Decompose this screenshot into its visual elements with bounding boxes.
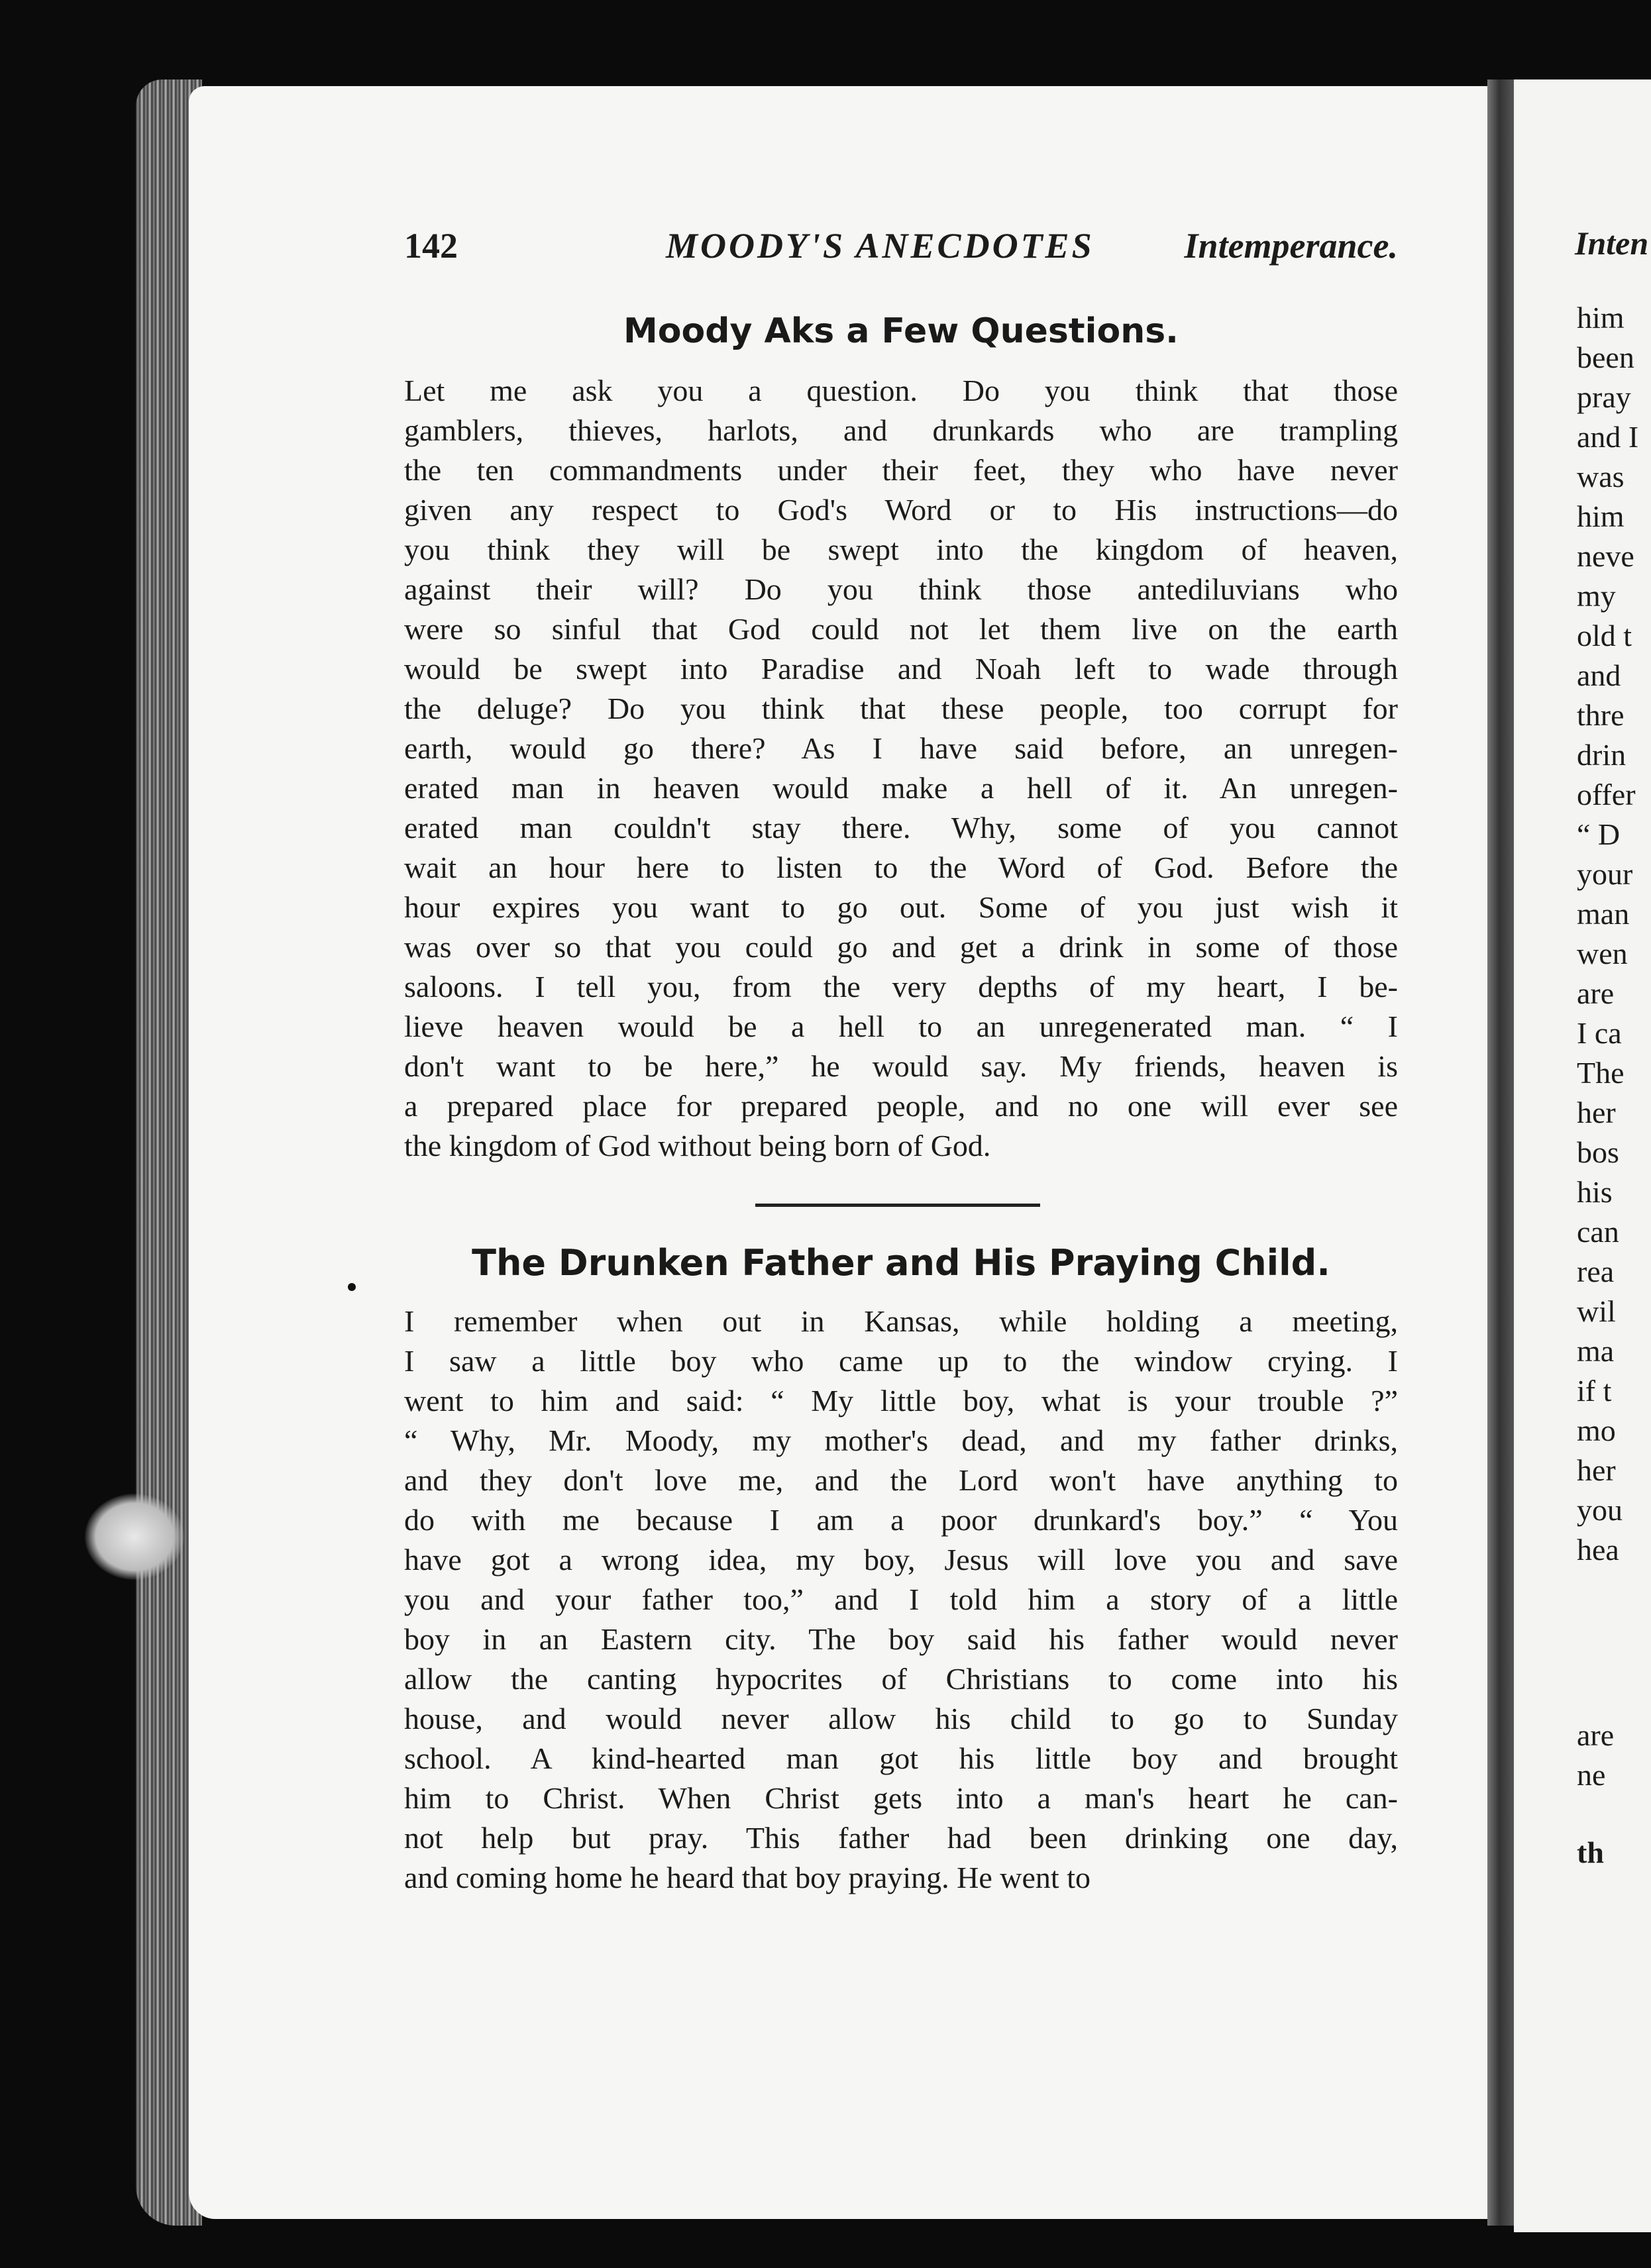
right-page-line-fragment: my — [1577, 579, 1616, 613]
right-page-line-fragment: thre — [1577, 698, 1624, 732]
right-page-line-fragment: and — [1577, 658, 1621, 692]
text-line: wait an hour here to listen to the Word of God. Before the — [404, 850, 1398, 884]
section-heading-drunken-father: The Drunken Father and His Praying Child. — [472, 1242, 1330, 1284]
right-page-text-fragments — [1577, 298, 1638, 1570]
right-page-line-fragment: been — [1577, 340, 1634, 374]
right-page — [1514, 79, 1651, 2232]
right-page-line-fragment: hea — [1577, 1533, 1619, 1567]
right-page-line-fragment: and I — [1577, 420, 1639, 454]
text-line: the ten commandments under their feet, they who have never — [404, 453, 1398, 487]
right-page-line-fragment: are — [1577, 1718, 1615, 1752]
right-page-line-fragment: man — [1577, 897, 1630, 931]
paper-smudge — [85, 1494, 184, 1580]
right-page-line-fragment: if t — [1577, 1374, 1612, 1408]
right-page-line-fragment: “ D — [1577, 817, 1621, 851]
text-line: allow the canting hypocrites of Christians to come into his — [404, 1662, 1398, 1696]
text-line: you and your father too,” and I told him a story of a little — [404, 1582, 1398, 1616]
text-line: and coming home he heard that boy praying. He went to — [404, 1861, 1091, 1894]
right-page-line-fragment: drin — [1577, 738, 1626, 772]
text-line: a prepared place for prepared people, and no one will ever see — [404, 1089, 1398, 1123]
text-line: the deluge? Do you think that these people, too corrupt for — [404, 692, 1398, 725]
right-page-line-fragment: wen — [1577, 937, 1628, 970]
right-page-line-fragment: The — [1577, 1056, 1624, 1090]
right-page-running-head: Inten — [1575, 225, 1649, 262]
right-page-line-fragment: offer — [1577, 778, 1636, 811]
text-line: Let me ask you a question. Do you think that those — [404, 374, 1398, 407]
text-line: school. A kind-hearted man got his little boy and brought — [404, 1741, 1398, 1775]
right-page-line-fragment: ne — [1577, 1758, 1606, 1792]
page-number: 142 — [404, 226, 458, 266]
text-line: the kingdom of God without being born of God. — [404, 1129, 991, 1162]
text-line: was over so that you could go and get a drink in some of those — [404, 930, 1398, 964]
text-line: boy in an Eastern city. The boy said his father would never — [404, 1622, 1398, 1656]
right-page-line-fragment: her — [1577, 1453, 1616, 1487]
right-page-line-fragment: her — [1577, 1096, 1616, 1129]
right-page-line-fragment: your — [1577, 857, 1633, 891]
text-line: him to Christ. When Christ gets into a man's heart he can- — [404, 1781, 1398, 1815]
text-line: lieve heaven would be a hell to an unregenerated man. “ I — [404, 1009, 1398, 1043]
right-page-line-fragment: old t — [1577, 619, 1632, 652]
right-page-text-fragments-lower — [1577, 1716, 1614, 1795]
text-line: don't want to be here,” he would say. My friends, heaven is — [404, 1049, 1398, 1083]
text-line: would be swept into Paradise and Noah left to wade through — [404, 652, 1398, 686]
text-line: given any respect to God's Word or to His instructions—do — [404, 493, 1398, 527]
text-line: I remember when out in Kansas, while holding a meeting, — [404, 1304, 1398, 1338]
text-line: gamblers, thieves, harlots, and drunkards who are trampling — [404, 413, 1398, 447]
text-line: house, and would never allow his child to go to Sunday — [404, 1702, 1398, 1735]
text-line: were so sinful that God could not let them live on the earth — [404, 612, 1398, 646]
running-head — [404, 225, 1398, 272]
text-line: you think they will be swept into the kingdom of heaven, — [404, 533, 1398, 566]
right-page-line-fragment: I ca — [1577, 1016, 1622, 1050]
right-page-line-fragment: him — [1577, 499, 1624, 533]
text-line: not help but pray. This father had been drinking one day, — [404, 1821, 1398, 1855]
running-topic: Intemperance. — [1184, 226, 1398, 266]
right-page-line-fragment: can — [1577, 1215, 1619, 1249]
right-page-line-fragment: him — [1577, 301, 1624, 335]
text-line: erated man couldn't stay there. Why, some of you cannot — [404, 811, 1398, 845]
right-page-line-fragment: was — [1577, 460, 1624, 493]
text-line: have got a wrong idea, my boy, Jesus will love you and save — [404, 1543, 1398, 1576]
paragraph-questions — [404, 371, 1398, 1166]
section-heading-questions: Moody Aks a Few Questions. — [623, 311, 1179, 351]
text-line: I saw a little boy who came up to the window crying. I — [404, 1344, 1398, 1378]
right-page-line-fragment: pray — [1577, 380, 1631, 414]
text-line: “ Why, Mr. Moody, my mother's dead, and my father drinks, — [404, 1423, 1398, 1457]
right-page-line-fragment: ma — [1577, 1334, 1615, 1368]
text-line: against their will? Do you think those antediluvians who — [404, 572, 1398, 606]
text-line: and they don't love me, and the Lord won't have anything to — [404, 1463, 1398, 1497]
right-page-line-fragment: you — [1577, 1493, 1623, 1527]
right-page-line-fragment: rea — [1577, 1255, 1615, 1288]
section-divider — [755, 1204, 1040, 1207]
text-line: saloons. I tell you, from the very depths of my heart, I be- — [404, 970, 1398, 1004]
running-title: MOODY'S ANECDOTES — [666, 226, 1094, 266]
right-page-line-fragment: neve — [1577, 539, 1634, 573]
text-line: erated man in heaven would make a hell of it. An unregen- — [404, 771, 1398, 805]
ink-dot — [348, 1283, 356, 1291]
right-page-text-fragment-bottom: th — [1577, 1835, 1604, 1869]
text-line: hour expires you want to go out. Some of you just wish it — [404, 890, 1398, 924]
right-page-line-fragment: wil — [1577, 1294, 1616, 1328]
text-line: earth, would go there? As I have said before, an unregen- — [404, 731, 1398, 765]
text-line: do with me because I am a poor drunkard's boy.” “ You — [404, 1503, 1398, 1537]
paragraph-drunken-father — [404, 1302, 1398, 1898]
right-page-line-fragment: his — [1577, 1175, 1613, 1209]
right-page-line-fragment: bos — [1577, 1135, 1619, 1169]
text-line: went to him and said: “ My little boy, what is your trouble ?” — [404, 1384, 1398, 1418]
book-gutter — [1487, 79, 1514, 2226]
right-page-line-fragment: mo — [1577, 1414, 1616, 1447]
right-page-line-fragment: are — [1577, 976, 1615, 1010]
